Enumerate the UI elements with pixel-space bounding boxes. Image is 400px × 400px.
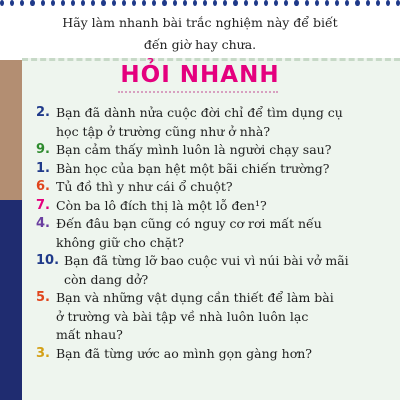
border-dot xyxy=(264,0,268,6)
border-dot xyxy=(315,0,319,6)
question-number: 6. xyxy=(36,179,50,194)
question-item xyxy=(36,197,386,216)
question-number: 1. xyxy=(36,160,50,176)
border-dot xyxy=(71,0,75,6)
border-dot xyxy=(10,0,14,6)
question-item xyxy=(36,160,386,179)
border-dot xyxy=(203,0,207,6)
question-text-line: mất nhau? xyxy=(56,327,123,342)
question-item xyxy=(36,252,386,289)
border-dot xyxy=(51,0,55,6)
question-text-line: Bạn cảm thấy mình luôn là người chạy sau? xyxy=(56,142,332,157)
question-text-line: Còn ba lô đích thị là một lỗ đen¹? xyxy=(56,197,267,213)
border-dot xyxy=(152,0,156,6)
border-dot xyxy=(325,0,329,6)
question-number: 2. xyxy=(36,105,50,120)
question-item xyxy=(36,215,386,252)
question-number: 4. xyxy=(36,216,50,231)
border-dot xyxy=(355,0,359,6)
question-list xyxy=(36,104,386,363)
question-text-line: Bàn học của bạn hệt một bãi chiến trường? xyxy=(56,160,330,176)
title-underline xyxy=(118,91,278,93)
question-text-line: Bạn đã dành nửa cuộc đời chỉ để tìm dụng cụ xyxy=(56,105,343,120)
question-text-line: còn dang dở? xyxy=(64,271,149,287)
border-dot xyxy=(305,0,309,6)
border-dot xyxy=(41,0,45,6)
border-dot xyxy=(91,0,95,6)
border-dot xyxy=(183,0,187,6)
border-dot xyxy=(244,0,248,6)
intro-line-1: Hãy làm nhanh bài trắc nghiệm này để biết xyxy=(62,15,338,30)
border-dot xyxy=(213,0,217,6)
border-dot xyxy=(396,0,400,6)
border-dot xyxy=(132,0,136,6)
question-text-line: học tập ở trường cũng như ở nhà? xyxy=(56,123,271,139)
border-dot xyxy=(284,0,288,6)
border-dot xyxy=(142,0,146,6)
border-dot xyxy=(345,0,349,6)
left-edge-decoration xyxy=(0,60,22,400)
dotted-border xyxy=(0,0,400,10)
border-dot xyxy=(335,0,339,6)
question-item xyxy=(36,178,386,197)
question-text-line: ở trường và bài tập về nhà luôn luôn lạc xyxy=(56,308,309,324)
border-dot xyxy=(294,0,298,6)
question-text-line: Tủ đồ thì y như cái ổ chuột? xyxy=(56,179,233,194)
border-dot xyxy=(254,0,258,6)
question-text-line: Bạn và những vật dụng cần thiết để làm bài xyxy=(56,290,334,305)
border-dot xyxy=(81,0,85,6)
border-dot xyxy=(233,0,237,6)
border-dot xyxy=(274,0,278,6)
border-dot xyxy=(0,0,4,6)
intro-text xyxy=(0,12,400,56)
question-text-line: Bạn đã từng lỡ bao cuộc vui vì núi bài vở mãi xyxy=(64,253,349,268)
border-dot xyxy=(122,0,126,6)
question-item xyxy=(36,289,386,345)
question-item xyxy=(36,141,386,160)
border-dot xyxy=(101,0,105,6)
border-dot xyxy=(376,0,380,6)
question-text-line: Bạn đã từng ước ao mình gọn gàng hơn? xyxy=(56,345,312,361)
border-dot xyxy=(173,0,177,6)
question-number: 10. xyxy=(36,253,60,268)
border-dot xyxy=(61,0,65,6)
border-dot xyxy=(386,0,390,6)
question-number: 9. xyxy=(36,142,50,157)
intro-line-2: đến giờ hay chưa. xyxy=(143,37,257,52)
question-item xyxy=(36,345,386,364)
border-dot xyxy=(20,0,24,6)
left-edge-inner xyxy=(0,200,22,400)
question-number: 3. xyxy=(36,345,50,361)
question-item xyxy=(36,104,386,141)
question-number: 5. xyxy=(36,290,50,305)
border-dot xyxy=(223,0,227,6)
question-text-line: không giữ cho chặt? xyxy=(56,234,184,250)
border-dot xyxy=(366,0,370,6)
question-number: 7. xyxy=(36,197,50,213)
border-dot xyxy=(30,0,34,6)
question-text-line: Đến đâu bạn cũng có nguy cơ rơi mất nếu xyxy=(56,216,322,231)
border-dot xyxy=(112,0,116,6)
quiz-title: HỎI NHANH xyxy=(120,62,280,88)
border-dot xyxy=(162,0,166,6)
border-dot xyxy=(193,0,197,6)
